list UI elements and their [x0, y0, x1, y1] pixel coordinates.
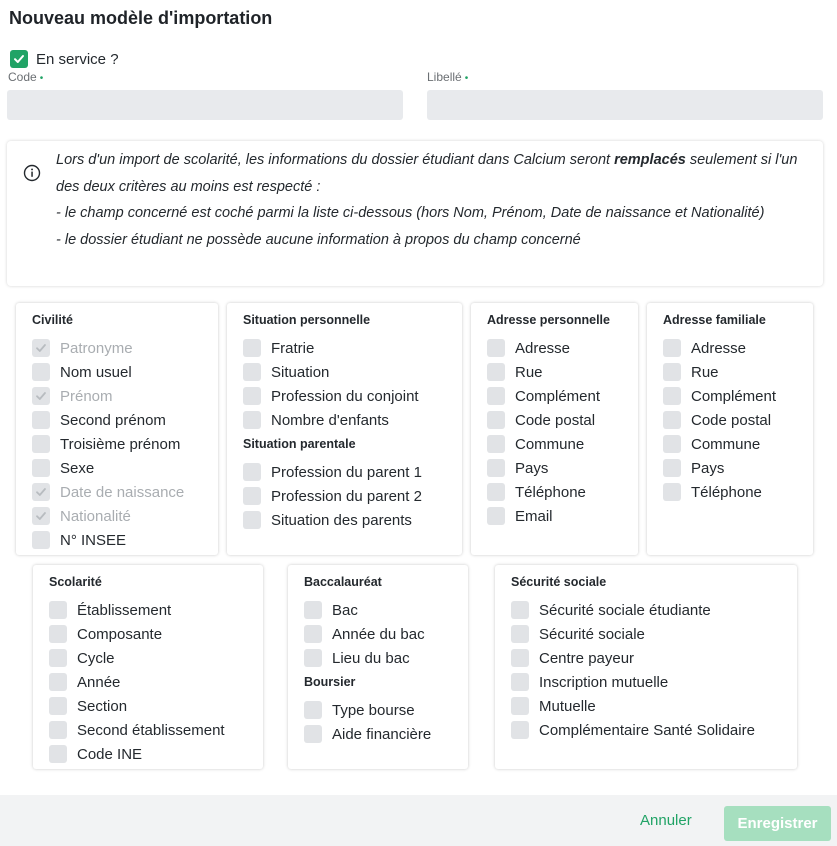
checkbox-label: Second prénom	[60, 411, 166, 429]
group-title: Boursier	[304, 675, 356, 689]
checkbox	[32, 483, 50, 501]
checkbox-label: Bac	[332, 601, 358, 619]
checkbox-label: Code postal	[691, 411, 772, 429]
checkbox[interactable]	[304, 625, 322, 643]
checkbox[interactable]	[487, 339, 505, 357]
page-title: Nouveau modèle d'importation	[9, 8, 273, 28]
checkbox-label: Date de naissance	[60, 483, 185, 501]
checkbox[interactable]	[304, 725, 322, 743]
checkbox-item[interactable]	[49, 646, 257, 670]
checkbox-label: Rue	[691, 363, 719, 381]
en-service-toggle[interactable]	[10, 50, 119, 68]
checkbox[interactable]	[663, 483, 681, 501]
checkbox-label: Établissement	[77, 601, 172, 619]
required-marker: •	[39, 73, 44, 84]
checkbox-item[interactable]	[663, 480, 807, 504]
checkbox-label: Email	[515, 507, 553, 525]
required-marker: •	[464, 73, 469, 84]
checkbox[interactable]	[511, 697, 529, 715]
checkbox-item	[32, 384, 212, 408]
group-title: Adresse familiale	[663, 313, 766, 327]
checkbox-label: Complémentaire Santé Solidaire	[539, 721, 755, 739]
checkbox[interactable]	[243, 339, 261, 357]
checkbox[interactable]	[511, 625, 529, 643]
checkbox-item[interactable]	[304, 646, 462, 670]
checkbox-item[interactable]	[511, 694, 791, 718]
code-input[interactable]	[7, 90, 403, 120]
checkbox-item[interactable]	[511, 646, 791, 670]
checkbox-item[interactable]	[49, 718, 257, 742]
checkbox[interactable]	[487, 459, 505, 477]
card-scolarite	[33, 565, 263, 769]
group-title: Civilité	[32, 313, 73, 327]
checkbox-item[interactable]	[663, 408, 807, 432]
checkbox-item[interactable]	[487, 480, 632, 504]
info-panel	[7, 141, 823, 286]
checkbox-label: Sexe	[60, 459, 95, 477]
checkbox-label: Fratrie	[271, 339, 315, 357]
save-button[interactable]: Enregistrer	[724, 806, 831, 841]
checkbox[interactable]	[49, 697, 67, 715]
checkbox-label: Commune	[691, 435, 761, 453]
checkbox-label: Mutuelle	[539, 697, 596, 715]
checkbox-label: Profession du conjoint	[271, 387, 419, 405]
checkbox-item[interactable]	[663, 384, 807, 408]
checkbox	[32, 339, 50, 357]
checkbox-label: Aide financière	[332, 725, 432, 743]
checkbox[interactable]	[487, 507, 505, 525]
checkbox-item[interactable]	[663, 456, 807, 480]
checkbox-label: Type bourse	[332, 701, 415, 719]
checkbox[interactable]	[243, 411, 261, 429]
group-title: Situation personnelle	[243, 313, 371, 327]
checkbox-item[interactable]	[663, 336, 807, 360]
checkbox-label: Code postal	[515, 411, 596, 429]
card-adresse-familiale	[647, 303, 813, 555]
checkbox-label: Composante	[77, 625, 163, 643]
checkbox[interactable]	[663, 411, 681, 429]
checkbox[interactable]	[32, 363, 50, 381]
checkbox[interactable]	[487, 435, 505, 453]
checkbox-item[interactable]	[304, 598, 462, 622]
en-service-label: En service ?	[36, 50, 119, 68]
checkbox-item[interactable]	[243, 460, 456, 484]
group-title: Scolarité	[49, 575, 102, 589]
checkbox[interactable]	[49, 721, 67, 739]
checkbox-item[interactable]	[487, 456, 632, 480]
checkbox-label: Téléphone	[691, 483, 762, 501]
checkbox-item[interactable]	[243, 384, 456, 408]
checkbox-item[interactable]	[243, 360, 456, 384]
code-label: Code •	[8, 70, 44, 84]
checkbox-item[interactable]	[487, 432, 632, 456]
checkbox[interactable]	[243, 387, 261, 405]
checkbox-label: Sécurité sociale	[539, 625, 645, 643]
checkbox-item[interactable]	[304, 698, 462, 722]
checkbox-item	[32, 480, 212, 504]
checkbox[interactable]	[511, 649, 529, 667]
checkbox[interactable]	[511, 721, 529, 739]
checkbox-item[interactable]	[49, 670, 257, 694]
checkbox-label: Profession du parent 1	[271, 463, 422, 481]
checkbox-item[interactable]	[243, 408, 456, 432]
checkbox-label: Section	[77, 697, 128, 715]
checkbox-item[interactable]	[487, 336, 632, 360]
checkbox[interactable]	[663, 435, 681, 453]
checkbox-item[interactable]	[49, 694, 257, 718]
checkbox-label: Sécurité sociale étudiante	[539, 601, 711, 619]
checkbox-item[interactable]	[511, 598, 791, 622]
checkbox[interactable]	[304, 601, 322, 619]
checkbox[interactable]	[243, 363, 261, 381]
checkbox-label: Pays	[691, 459, 725, 477]
group-title: Sécurité sociale	[511, 575, 607, 589]
checkbox-label: Année	[77, 673, 121, 691]
checkbox-label: Profession du parent 2	[271, 487, 422, 505]
checkbox-label: Patronyme	[60, 339, 133, 357]
checkbox-item	[32, 504, 212, 528]
checkbox-label: Nombre d'enfants	[271, 411, 389, 429]
checkbox-item[interactable]	[49, 598, 257, 622]
checkbox[interactable]	[304, 649, 322, 667]
checkbox[interactable]	[663, 459, 681, 477]
checkbox-item[interactable]	[49, 742, 257, 766]
checkbox-label: Cycle	[77, 649, 115, 667]
group-title: Baccalauréat	[304, 575, 382, 589]
checkbox-item[interactable]	[32, 360, 212, 384]
checkbox-item[interactable]	[511, 718, 791, 742]
checkbox[interactable]	[243, 511, 261, 529]
checkbox	[32, 507, 50, 525]
checkbox[interactable]	[49, 745, 67, 763]
libelle-label: Libellé •	[427, 70, 469, 84]
checkbox-item[interactable]	[487, 408, 632, 432]
card-securite-sociale	[495, 565, 797, 769]
checkbox-item[interactable]	[32, 528, 212, 552]
checkbox-label: Code INE	[77, 745, 143, 763]
group-title: Situation parentale	[243, 437, 356, 451]
checkbox[interactable]	[663, 387, 681, 405]
checkbox-label: N° INSEE	[60, 531, 127, 549]
card-situation	[227, 303, 462, 555]
card-civilite	[16, 303, 218, 555]
checkbox[interactable]	[32, 435, 50, 453]
checkbox-item[interactable]	[32, 432, 212, 456]
checkbox[interactable]	[243, 463, 261, 481]
checkbox[interactable]	[32, 411, 50, 429]
checkbox-item[interactable]	[511, 670, 791, 694]
checkbox-item[interactable]	[243, 484, 456, 508]
checkbox-item[interactable]	[243, 336, 456, 360]
checkbox[interactable]	[487, 483, 505, 501]
checkbox-item[interactable]	[32, 456, 212, 480]
checkbox-label: Situation	[271, 363, 330, 381]
checkbox[interactable]	[49, 625, 67, 643]
checkbox-item[interactable]	[49, 622, 257, 646]
checkbox-label: Inscription mutuelle	[539, 673, 669, 691]
checkbox[interactable]	[663, 339, 681, 357]
check-icon	[35, 390, 47, 402]
cancel-button[interactable]: Annuler	[640, 812, 692, 829]
checkbox-label: Pays	[515, 459, 549, 477]
checkbox[interactable]	[663, 363, 681, 381]
checkbox[interactable]	[243, 487, 261, 505]
info-icon	[23, 164, 41, 182]
checkbox-label: Lieu du bac	[332, 649, 410, 667]
checkbox-item[interactable]	[487, 504, 632, 528]
group-title: Adresse personnelle	[487, 313, 610, 327]
footer-bar	[0, 795, 837, 846]
checkbox[interactable]	[49, 601, 67, 619]
checkbox[interactable]	[32, 531, 50, 549]
checkbox-label: Adresse	[691, 339, 747, 357]
checkbox-item[interactable]	[304, 622, 462, 646]
checkbox-label: Centre payeur	[539, 649, 635, 667]
checkbox-item[interactable]	[243, 508, 456, 532]
checkbox-label: Nationalité	[60, 507, 131, 525]
checkbox-label: Prénom	[60, 387, 113, 405]
card-adresse-personnelle	[471, 303, 638, 555]
checkbox-item[interactable]	[304, 722, 462, 746]
checkbox-label: Commune	[515, 435, 585, 453]
checkbox[interactable]	[511, 673, 529, 691]
checkbox-item[interactable]	[663, 432, 807, 456]
en-service-checkbox[interactable]	[10, 50, 28, 68]
checkbox-item[interactable]	[487, 360, 632, 384]
checkbox-label: Rue	[515, 363, 543, 381]
checkbox-label: Complément	[515, 387, 601, 405]
checkbox-label: Situation des parents	[271, 511, 412, 529]
card-baccalaureat	[288, 565, 468, 769]
checkbox-item[interactable]	[487, 384, 632, 408]
checkbox-item[interactable]	[32, 408, 212, 432]
checkbox-label: Complément	[691, 387, 777, 405]
checkbox-label: Année du bac	[332, 625, 425, 643]
checkbox-item	[32, 336, 212, 360]
checkbox-label: Second établissement	[77, 721, 225, 739]
check-icon	[35, 486, 47, 498]
checkbox-item[interactable]	[663, 360, 807, 384]
check-icon	[35, 510, 47, 522]
checkbox[interactable]	[49, 673, 67, 691]
checkbox[interactable]	[304, 701, 322, 719]
checkbox-label: Troisième prénom	[60, 435, 181, 453]
checkbox[interactable]	[511, 601, 529, 619]
checkbox[interactable]	[487, 363, 505, 381]
checkbox[interactable]	[32, 459, 50, 477]
checkbox[interactable]	[487, 387, 505, 405]
checkbox[interactable]	[487, 411, 505, 429]
checkbox-label: Adresse	[515, 339, 571, 357]
checkbox	[32, 387, 50, 405]
check-icon	[35, 342, 47, 354]
checkbox-item[interactable]	[511, 622, 791, 646]
check-icon	[13, 53, 25, 65]
info-text: Lors d'un import de scolarité, les informations du dossier étudiant dans Calcium seront remplacés seulement si l'un des deux critères au moins est respecté : - le champ concerné est coché parmi la liste ci-dessous (hors Nom, Prénom, Date de naissance et Nationalité) - le dossier étudiant ne possède aucune information à propos du champ concerné	[56, 152, 798, 248]
checkbox-label: Téléphone	[515, 483, 586, 501]
checkbox[interactable]	[49, 649, 67, 667]
checkbox-label: Nom usuel	[60, 363, 132, 381]
libelle-input[interactable]	[427, 90, 823, 120]
